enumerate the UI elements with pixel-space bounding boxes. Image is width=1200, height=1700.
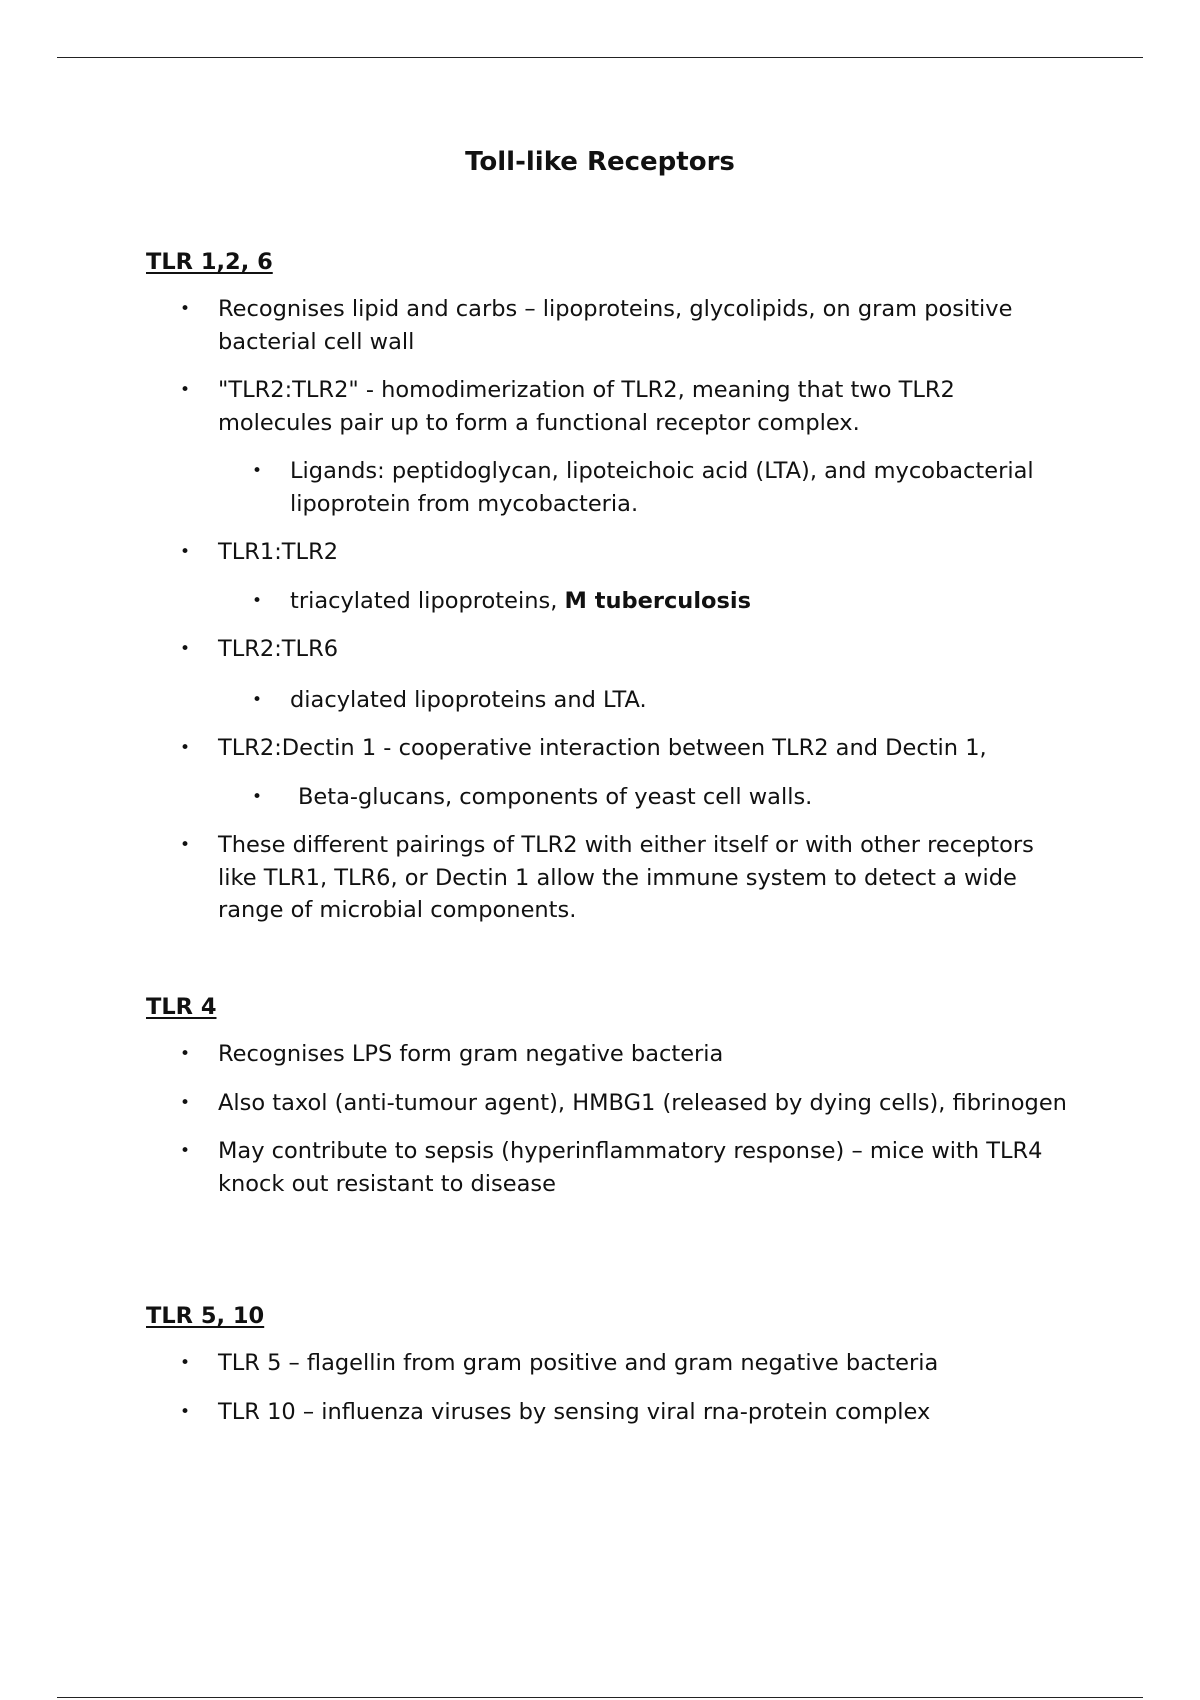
list-item-nested xyxy=(218,684,1076,717)
emphasis-text: M tuberculosis xyxy=(564,587,751,614)
bullet-icon: • xyxy=(180,299,191,319)
section-heading: TLR 1,2, 6 xyxy=(146,249,273,275)
list-item xyxy=(146,1087,1076,1120)
list-item xyxy=(146,293,1076,358)
bullet-icon: • xyxy=(180,835,191,855)
section-heading: TLR 4 xyxy=(146,994,217,1020)
bullet-icon: • xyxy=(180,738,191,758)
bullet-icon: • xyxy=(180,1141,191,1161)
list-item-text: Beta-glucans, components of yeast cell walls. xyxy=(298,783,813,810)
list-item-text: TLR 5 – flagellin from gram positive and gram negative bacteria xyxy=(218,1350,939,1376)
list-item-text: "TLR2:TLR2" - homodimerization of TLR2, meaning that two TLR2 molecules pair up to form a functional receptor complex. xyxy=(218,377,955,436)
list-item xyxy=(146,1396,1076,1429)
list-item-text: May contribute to sepsis (hyperinflammatory response) – mice with TLR4 knock out resistant to disease xyxy=(218,1138,1043,1197)
bullet-icon: • xyxy=(180,1044,191,1064)
document-title: Toll-like Receptors xyxy=(465,147,735,177)
section-tlr-1-2-6 xyxy=(146,247,1076,927)
list-item-nested xyxy=(218,781,1076,814)
list-item-text: triacylated lipoproteins, xyxy=(290,587,565,614)
list-item xyxy=(146,829,1076,927)
list-item xyxy=(146,536,1076,569)
list-item-nested xyxy=(218,585,1076,618)
section-heading: TLR 5, 10 xyxy=(146,1303,265,1329)
list-item-text: diacylated lipoproteins and LTA. xyxy=(290,686,647,713)
list-item-text: Also taxol (anti-tumour agent), HMBG1 (released by dying cells), fibrinogen xyxy=(218,1089,1067,1116)
list-item-text: These different pairings of TLR2 with either itself or with other receptors like TLR1, TLR6, or Dectin 1 allow the immune system to detect a wide range of microbial components. xyxy=(218,832,1034,923)
bullet-icon: • xyxy=(180,542,191,562)
list-item-text: TLR2:TLR6 xyxy=(218,636,339,662)
list-item xyxy=(146,732,1076,765)
list-item-text: TLR2:Dectin 1 - cooperative interaction between TLR2 and Dectin 1, xyxy=(218,735,987,761)
list-item xyxy=(146,1135,1076,1200)
bullet-icon: • xyxy=(180,1353,191,1373)
bullet-icon: • xyxy=(252,786,263,807)
list-item xyxy=(146,633,1076,666)
top-rule xyxy=(57,57,1143,58)
bullet-icon: • xyxy=(180,639,191,659)
list-item-text: TLR1:TLR2 xyxy=(218,539,339,565)
list-item-text: TLR 10 – influenza viruses by sensing viral rna-protein complex xyxy=(218,1398,931,1425)
bullet-icon: • xyxy=(252,461,263,481)
bottom-rule xyxy=(57,1697,1143,1698)
list-item xyxy=(146,1038,1076,1071)
list-item-text: Recognises lipid and carbs – lipoproteins, glycolipids, on gram positive bacterial cell wall xyxy=(218,296,1013,355)
list-item xyxy=(146,1347,1076,1380)
bullet-icon: • xyxy=(180,1092,191,1113)
bullet-list xyxy=(146,1347,1076,1428)
bullet-icon: • xyxy=(252,689,263,710)
bullet-icon: • xyxy=(252,590,263,611)
list-item-text: Recognises LPS form gram negative bacteria xyxy=(218,1041,724,1067)
bullet-list xyxy=(146,293,1076,927)
section-tlr-5-10 xyxy=(146,1301,1076,1428)
list-item-nested xyxy=(218,455,1076,520)
list-item-text: Ligands: peptidoglycan, lipoteichoic acid (LTA), and mycobacterial lipoprotein from mycobacteria. xyxy=(290,458,1034,517)
list-item xyxy=(146,374,1076,439)
section-tlr-4 xyxy=(146,992,1076,1200)
bullet-list xyxy=(146,1038,1076,1200)
bullet-icon: • xyxy=(180,380,191,400)
bullet-icon: • xyxy=(180,1401,191,1422)
